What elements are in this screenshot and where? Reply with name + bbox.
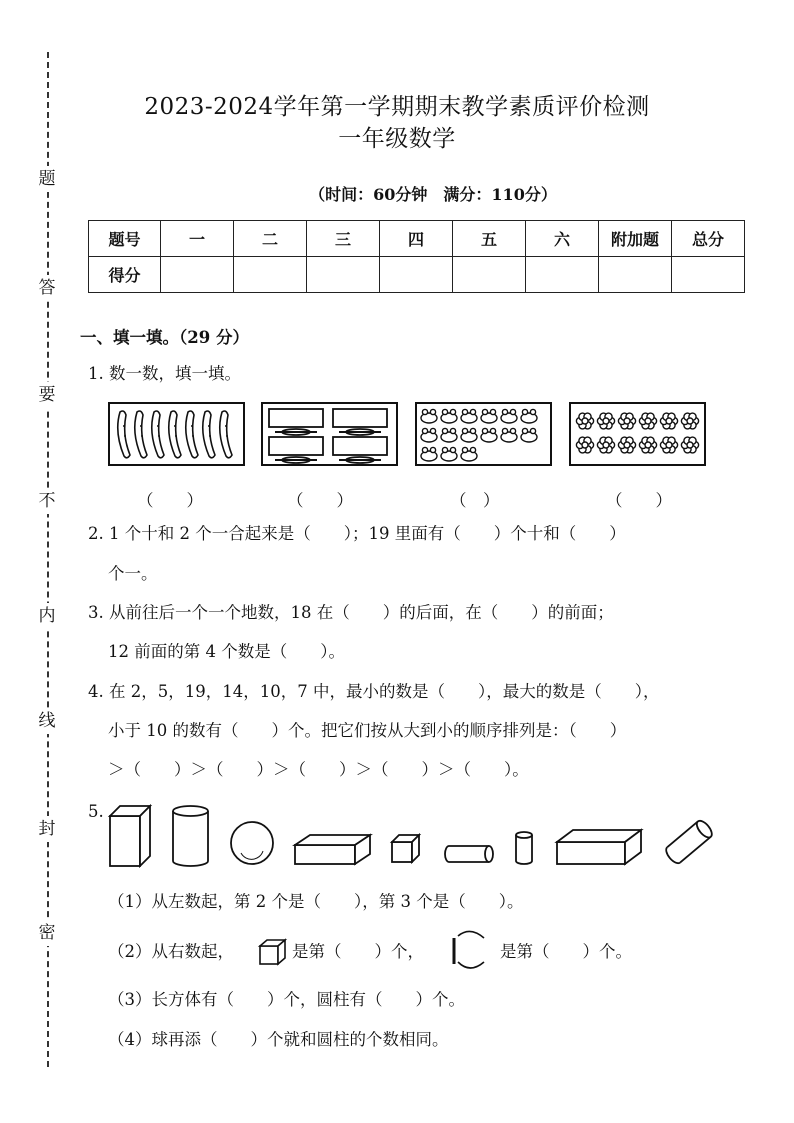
shape-cylinder-tilted bbox=[663, 818, 714, 865]
q5-sub3: （3）长方体有（ ）个，圆柱有（ ）个。 bbox=[108, 990, 465, 1009]
q1-picture-cucumbers bbox=[108, 402, 245, 466]
binding-char: 题 bbox=[34, 166, 60, 192]
score-cell[interactable] bbox=[453, 257, 526, 293]
question-4-line1: 4. 在 2，5，19，14，10，7 中，最小的数是（ ），最大的数是（ ）， bbox=[88, 682, 660, 701]
score-header-cell: 附加题 bbox=[599, 221, 672, 257]
score-table-header-row bbox=[89, 221, 745, 257]
flower-figure bbox=[681, 413, 698, 429]
exam-title: 2023-2024学年第一学期期末教学素质评价检测 bbox=[144, 94, 650, 120]
shape-cylinder-lying bbox=[445, 846, 493, 862]
flower-figure bbox=[618, 413, 635, 429]
time-info: （时间：60分钟 满分：110分） bbox=[309, 185, 557, 204]
q1-picture-computers bbox=[261, 402, 398, 466]
score-cell[interactable] bbox=[234, 257, 307, 293]
shape-cuboid-wide bbox=[557, 830, 641, 864]
flower-figure bbox=[639, 437, 656, 453]
binding-char: 密 bbox=[34, 920, 60, 946]
flower-figure bbox=[597, 437, 614, 453]
binding-char: 内 bbox=[34, 603, 60, 629]
q1-blank[interactable]: （ ） bbox=[287, 491, 353, 510]
q5-sub4: （4）球再添（ ）个就和圆柱的个数相同。 bbox=[108, 1030, 449, 1049]
binding-char: 要 bbox=[34, 382, 60, 408]
score-cell[interactable] bbox=[526, 257, 599, 293]
q5-sub1: （1）从左数起，第 2 个是（ ），第 3 个是（ ）。 bbox=[108, 892, 524, 911]
score-table bbox=[88, 220, 745, 293]
binding-char: 答 bbox=[34, 275, 60, 301]
score-cell[interactable] bbox=[161, 257, 234, 293]
shape-cylinder-small bbox=[516, 832, 532, 864]
q5-sub2-part3: 是第（ ）个。 bbox=[500, 942, 632, 961]
score-header-cell: 四 bbox=[380, 221, 453, 257]
score-header-cell: 六 bbox=[526, 221, 599, 257]
flower-figure bbox=[660, 437, 677, 453]
question-5-number: 5. bbox=[88, 802, 104, 821]
q1-blank[interactable]: （ ） bbox=[137, 491, 203, 510]
flower-figure bbox=[660, 413, 677, 429]
flower-figure bbox=[597, 413, 614, 429]
score-cell[interactable] bbox=[672, 257, 745, 293]
question-1: 1. 数一数，填一填。 bbox=[88, 364, 241, 383]
flower-figure bbox=[681, 437, 698, 453]
cube-inline-icon bbox=[258, 938, 288, 966]
q1-picture-frogs bbox=[415, 402, 552, 466]
question-3-line2: 12 前面的第 4 个数是（ ）。 bbox=[108, 642, 345, 661]
flower-figure bbox=[618, 437, 635, 453]
exam-subject: 一年级数学 bbox=[338, 126, 456, 152]
binding-char: 封 bbox=[34, 816, 60, 842]
question-4-line2: 小于 10 的数有（ ）个。把它们按从大到小的顺序排列是：（ ） bbox=[108, 721, 627, 740]
score-header-cell: 五 bbox=[453, 221, 526, 257]
score-row-label: 得分 bbox=[89, 257, 161, 293]
score-cell[interactable] bbox=[307, 257, 380, 293]
binding-char: 线 bbox=[34, 708, 60, 734]
shape-cylinder-tall bbox=[173, 806, 208, 866]
flower-figure bbox=[576, 437, 593, 453]
shape-sphere bbox=[231, 822, 273, 864]
flower-figure bbox=[639, 413, 656, 429]
flower-figure bbox=[576, 413, 593, 429]
score-cell[interactable] bbox=[380, 257, 453, 293]
score-header-cell: 题号 bbox=[89, 221, 161, 257]
question-4-line3: ＞（ ）＞（ ）＞（ ）＞（ ）＞（ ）。 bbox=[108, 760, 529, 779]
score-header-cell: 总分 bbox=[672, 221, 745, 257]
q1-picture-flowers bbox=[569, 402, 706, 466]
q5-shapes-row bbox=[105, 802, 715, 872]
question-2-line1: 2. 1 个十和 2 个一合起来是（ ）；19 里面有（ ）个十和（ ） bbox=[88, 524, 626, 543]
section-heading: 一、填一填。（29 分） bbox=[80, 328, 249, 347]
shape-cube-small bbox=[392, 835, 419, 862]
q5-sub2-part1: （2）从右数起， bbox=[108, 942, 234, 961]
shape-cuboid-flat bbox=[295, 835, 370, 864]
score-cell[interactable] bbox=[599, 257, 672, 293]
question-2-line2: 个一。 bbox=[108, 564, 158, 583]
score-header-cell: 二 bbox=[234, 221, 307, 257]
q1-blank[interactable]: （ ） bbox=[450, 491, 500, 510]
binding-char: 不 bbox=[34, 488, 60, 514]
q5-sub2-part2: 是第（ ）个， bbox=[292, 942, 424, 961]
score-header-cell: 三 bbox=[307, 221, 380, 257]
question-3-line1: 3. 从前往后一个一个地数，18 在（ ）的后面，在（ ）的前面； bbox=[88, 603, 614, 622]
score-header-cell: 一 bbox=[161, 221, 234, 257]
q1-blank[interactable]: （ ） bbox=[606, 491, 672, 510]
shape-cuboid-tall bbox=[110, 806, 150, 866]
cylinder-inline-icon bbox=[448, 924, 496, 974]
score-table-score-row bbox=[89, 257, 745, 293]
